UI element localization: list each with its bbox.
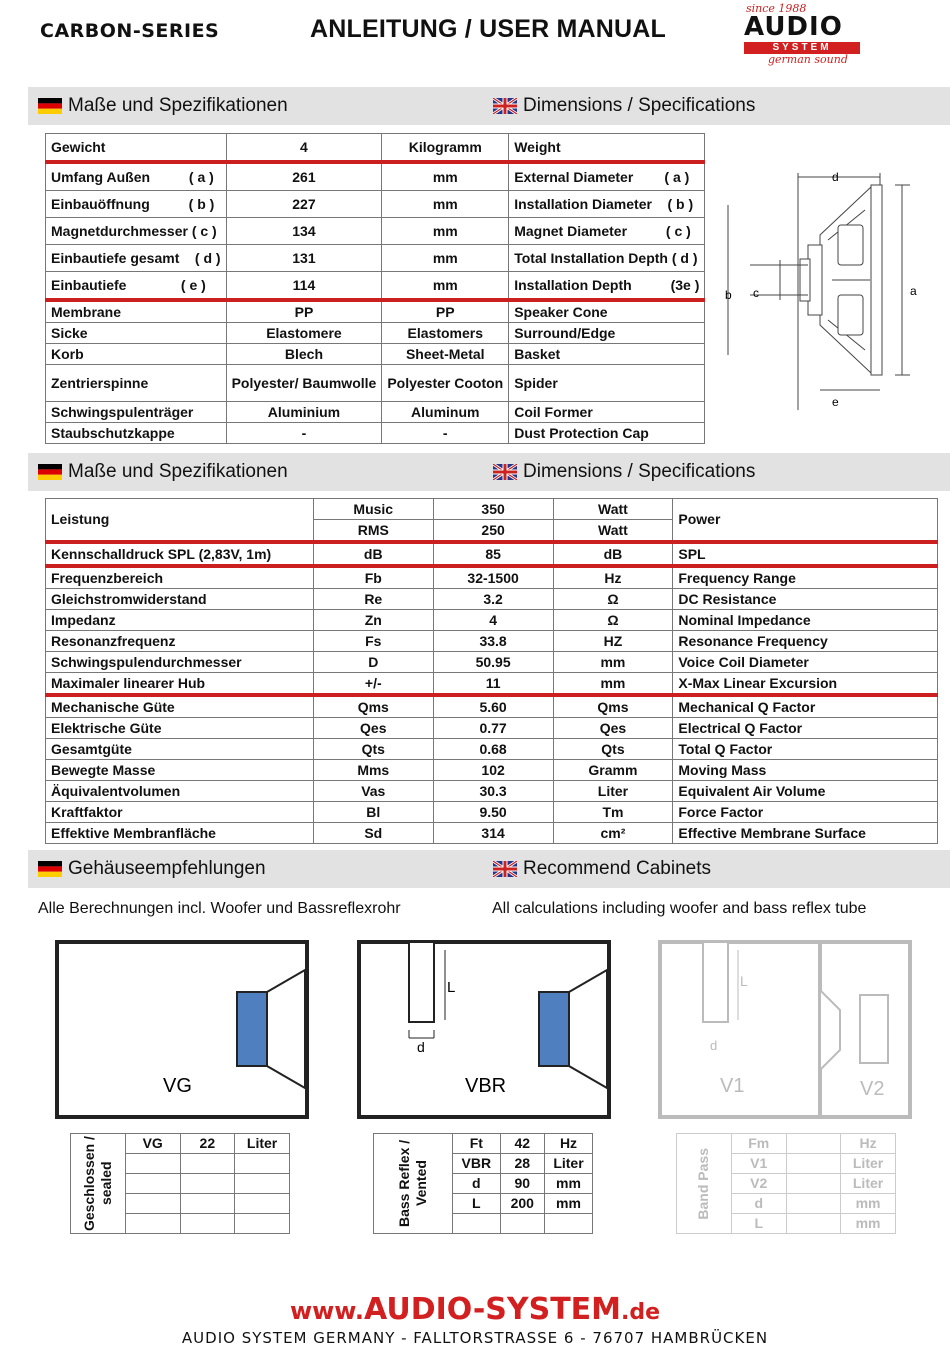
param-value: 0.68: [433, 739, 553, 760]
brand-logo: [738, 2, 868, 72]
table-row: [46, 739, 938, 760]
cab-value: [180, 1174, 235, 1194]
speaker-dimension-diagram: [720, 165, 925, 415]
cab-label-d: d: [417, 1039, 425, 1055]
cab-param: Ft: [453, 1134, 501, 1154]
table-row: [46, 344, 705, 365]
logo-since: since 1988: [746, 2, 807, 15]
cab-unit: Liter: [235, 1134, 290, 1154]
cab-label-v1: V1: [720, 1075, 745, 1097]
table-row: [46, 402, 705, 423]
table-row: [46, 162, 705, 191]
section-title-de: Maße und Spezifikationen: [68, 461, 288, 482]
row-label-de: Einbauöffnung ( b ): [46, 191, 227, 218]
row-label-de: Membrane: [46, 300, 227, 323]
dim-label-c: c: [753, 286, 759, 300]
param-value: 5.60: [433, 695, 553, 718]
table-row: [46, 760, 938, 781]
table-row: [46, 245, 705, 272]
param-label-en: Equivalent Air Volume: [673, 781, 938, 802]
param-symbol: +/-: [313, 673, 433, 696]
dim-label-d: d: [832, 170, 839, 184]
cab-param: [125, 1154, 180, 1174]
param-value: 4: [433, 610, 553, 631]
sealed-table: [70, 1133, 290, 1234]
row-label-en: Basket: [509, 344, 705, 365]
bandpass-cabinet-drawing: [658, 940, 913, 1120]
param-symbol: Fs: [313, 631, 433, 652]
power-rms-unit: Watt: [553, 520, 673, 543]
vented-table: [373, 1133, 593, 1234]
cab-param: [125, 1194, 180, 1214]
power-label: Leistung: [46, 499, 314, 543]
table-row: [46, 631, 938, 652]
row-value: 4: [226, 134, 382, 163]
param-value: 11: [433, 673, 553, 696]
row-label-en: Total Installation Depth ( d ): [509, 245, 705, 272]
sealed-cabinet-drawing: [55, 940, 310, 1120]
param-label-en: Resonance Frequency: [673, 631, 938, 652]
footer-url[interactable]: [0, 1292, 950, 1327]
cab-value: [786, 1194, 841, 1214]
cab-value: [786, 1154, 841, 1174]
param-value: 85: [433, 542, 553, 566]
row-unit: -: [382, 423, 509, 444]
param-unit: Gramm: [553, 760, 673, 781]
note-de: Alle Berechnungen incl. Woofer und Bassreflexrohr: [38, 900, 401, 917]
param-label-de: Äquivalentvolumen: [46, 781, 314, 802]
row-value: Polyester/ Baumwolle: [226, 365, 382, 402]
footer-url-main: AUDIO-SYSTEM: [364, 1292, 622, 1327]
param-label-en: X-Max Linear Excursion: [673, 673, 938, 696]
param-symbol: dB: [313, 542, 433, 566]
cab-param: [125, 1214, 180, 1234]
cab-unit: Liter: [841, 1174, 896, 1194]
row-label-de: Einbautiefe gesamt ( d ): [46, 245, 227, 272]
cab-unit: [235, 1194, 290, 1214]
section-title-en: Recommend Cabinets: [523, 858, 711, 879]
param-unit: Tm: [553, 802, 673, 823]
row-value: Blech: [226, 344, 382, 365]
param-symbol: Mms: [313, 760, 433, 781]
cabinet-type-label: [71, 1134, 126, 1234]
cab-param: d: [731, 1194, 786, 1214]
cab-unit: Liter: [545, 1154, 593, 1174]
row-value: 134: [226, 218, 382, 245]
power-rms-label: RMS: [313, 520, 433, 543]
cab-value: 42: [500, 1134, 544, 1154]
row-unit: Kilogramm: [382, 134, 509, 163]
param-label-en: Electrical Q Factor: [673, 718, 938, 739]
param-unit: Ω: [553, 610, 673, 631]
cab-param: L: [731, 1214, 786, 1234]
param-value: 32-1500: [433, 566, 553, 589]
cab-value: [786, 1214, 841, 1234]
cab-unit: Liter: [841, 1154, 896, 1174]
logo-system: SYSTEM: [744, 42, 860, 54]
param-unit: HZ: [553, 631, 673, 652]
cab-value: 28: [500, 1154, 544, 1174]
table-row: [46, 191, 705, 218]
footer-address: AUDIO SYSTEM GERMANY - FALLTORSTRASSE 6 - 76707 HAMBRÜCKEN: [181, 1329, 769, 1347]
cabinet-type-label: [374, 1134, 453, 1234]
power-music-unit: Watt: [553, 499, 673, 520]
cab-param: Fm: [731, 1134, 786, 1154]
param-label-en: Mechanical Q Factor: [673, 695, 938, 718]
table-row: [46, 134, 705, 163]
table-row: [46, 802, 938, 823]
logo-main: AUDIO: [744, 12, 843, 42]
cab-label-v2: V2: [860, 1078, 885, 1100]
param-label-de: Kraftfaktor: [46, 802, 314, 823]
section-bar-specs: [28, 87, 950, 125]
row-label-de: Zentrierspinne: [46, 365, 227, 402]
param-symbol: Bl: [313, 802, 433, 823]
section-title-en: Dimensions / Specifications: [523, 95, 756, 116]
param-unit: Qes: [553, 718, 673, 739]
spec-table-dimensions: [45, 133, 705, 444]
power-music-value: 350: [433, 499, 553, 520]
param-value: 3.2: [433, 589, 553, 610]
param-label-de: Schwingspulendurchmesser: [46, 652, 314, 673]
param-value: 314: [433, 823, 553, 844]
row-unit: PP: [382, 300, 509, 323]
dim-label-b: b: [725, 288, 732, 302]
vented-cabinet-drawing: [357, 940, 612, 1120]
cab-value: [786, 1174, 841, 1194]
param-label-de: Resonanzfrequenz: [46, 631, 314, 652]
param-symbol: Qms: [313, 695, 433, 718]
param-symbol: Fb: [313, 566, 433, 589]
bp-label-d: d: [710, 1038, 718, 1053]
row-label-de: Umfang Außen ( a ): [46, 162, 227, 191]
cab-value: 200: [500, 1194, 544, 1214]
cab-unit: Hz: [841, 1134, 896, 1154]
row-label-de: Magnetdurchmesser ( c ): [46, 218, 227, 245]
cab-value: [180, 1194, 235, 1214]
param-label-de: Elektrische Güte: [46, 718, 314, 739]
param-symbol: Qes: [313, 718, 433, 739]
param-label-de: Frequenzbereich: [46, 566, 314, 589]
param-symbol: Vas: [313, 781, 433, 802]
param-label-en: SPL: [673, 542, 938, 566]
param-label-en: DC Resistance: [673, 589, 938, 610]
cab-label-vg: VG: [163, 1075, 192, 1097]
footer-url-prefix: www.: [289, 1297, 365, 1325]
param-value: 0.77: [433, 718, 553, 739]
param-label-en: Nominal Impedance: [673, 610, 938, 631]
param-unit: Ω: [553, 589, 673, 610]
table-row: [46, 272, 705, 301]
cabinet-type-text: Geschlossen / sealed: [80, 1136, 114, 1231]
table-row: [374, 1134, 593, 1154]
uk-flag-icon: [493, 98, 517, 114]
param-label-de: Bewegte Masse: [46, 760, 314, 781]
row-label-en: Installation Diameter ( b ): [509, 191, 705, 218]
row-label-en: Magnet Diameter ( c ): [509, 218, 705, 245]
param-label-de: Maximaler linearer Hub: [46, 673, 314, 696]
row-value: 131: [226, 245, 382, 272]
param-unit: Hz: [553, 566, 673, 589]
power-music-label: Music: [313, 499, 433, 520]
row-value: -: [226, 423, 382, 444]
german-flag-icon: [38, 98, 62, 114]
row-unit: Elastomers: [382, 323, 509, 344]
row-label-de: Sicke: [46, 323, 227, 344]
row-unit: mm: [382, 272, 509, 301]
row-label-de: Schwingspulenträger: [46, 402, 227, 423]
param-unit: Qts: [553, 739, 673, 760]
row-value: 114: [226, 272, 382, 301]
param-unit: cm²: [553, 823, 673, 844]
param-value: 33.8: [433, 631, 553, 652]
logo-tagline: german sound: [768, 53, 848, 66]
table-row: [46, 610, 938, 631]
german-flag-icon: [38, 861, 62, 877]
table-row: [46, 589, 938, 610]
section-bar-parameters: [28, 453, 950, 491]
row-label-de: Gewicht: [46, 134, 227, 163]
cab-value: [180, 1154, 235, 1174]
cab-unit: mm: [545, 1174, 593, 1194]
row-value: Elastomere: [226, 323, 382, 344]
bp-label-L: L: [740, 973, 748, 989]
cab-unit: [235, 1174, 290, 1194]
param-unit: Qms: [553, 695, 673, 718]
cab-unit: [235, 1214, 290, 1234]
dim-label-e: e: [832, 395, 839, 409]
row-label-en: Dust Protection Cap: [509, 423, 705, 444]
row-value: 261: [226, 162, 382, 191]
param-symbol: Zn: [313, 610, 433, 631]
cab-unit: Hz: [545, 1134, 593, 1154]
param-label-en: Force Factor: [673, 802, 938, 823]
cab-unit: [235, 1154, 290, 1174]
table-row: [46, 542, 938, 566]
param-value: 102: [433, 760, 553, 781]
row-unit: mm: [382, 218, 509, 245]
table-row: [46, 323, 705, 344]
note-en: All calculations including woofer and bass reflex tube: [492, 900, 867, 917]
cab-param: [453, 1214, 501, 1234]
series-title: CARBON-SERIES: [40, 20, 220, 42]
row-label-en: External Diameter ( a ): [509, 162, 705, 191]
row-unit: mm: [382, 191, 509, 218]
cabinet-type-text: Band Pass: [695, 1147, 712, 1220]
table-row: [46, 652, 938, 673]
param-label-en: Total Q Factor: [673, 739, 938, 760]
row-unit: mm: [382, 162, 509, 191]
footer-url-suffix: .de: [621, 1300, 661, 1325]
section-title-de: Gehäuseempfehlungen: [68, 858, 266, 879]
cab-param: d: [453, 1174, 501, 1194]
row-unit: mm: [382, 245, 509, 272]
param-value: 50.95: [433, 652, 553, 673]
table-row: [46, 673, 938, 696]
row-value: PP: [226, 300, 382, 323]
cab-value: 22: [180, 1134, 235, 1154]
table-row: [46, 566, 938, 589]
row-unit: Sheet-Metal: [382, 344, 509, 365]
section-title-de: Maße und Spezifikationen: [68, 95, 288, 116]
table-row: [46, 695, 938, 718]
table-row: [46, 423, 705, 444]
param-label-en: Frequency Range: [673, 566, 938, 589]
param-label-de: Kennschalldruck SPL (2,83V, 1m): [46, 542, 314, 566]
cab-unit: mm: [841, 1194, 896, 1214]
cab-value: [786, 1134, 841, 1154]
table-row: [46, 781, 938, 802]
cab-param: [125, 1174, 180, 1194]
row-value: Aluminium: [226, 402, 382, 423]
param-value: 9.50: [433, 802, 553, 823]
cab-param: V1: [731, 1154, 786, 1174]
param-label-de: Impedanz: [46, 610, 314, 631]
param-label-de: Effektive Membranfläche: [46, 823, 314, 844]
table-row: [71, 1134, 290, 1154]
table-row: [46, 218, 705, 245]
param-symbol: Sd: [313, 823, 433, 844]
param-unit: mm: [553, 673, 673, 696]
section-bar-cabinets: [28, 850, 950, 888]
cab-unit: mm: [545, 1194, 593, 1214]
bandpass-table: [676, 1133, 896, 1234]
row-label-en: Speaker Cone: [509, 300, 705, 323]
cab-value: 90: [500, 1174, 544, 1194]
german-flag-icon: [38, 464, 62, 480]
param-label-en: Effective Membrane Surface: [673, 823, 938, 844]
cab-value: [180, 1214, 235, 1234]
param-unit: dB: [553, 542, 673, 566]
row-label-de: Einbautiefe ( e ): [46, 272, 227, 301]
cabinet-type-label: [677, 1134, 732, 1234]
power-label-en: Power: [673, 499, 938, 543]
row-label-en: Coil Former: [509, 402, 705, 423]
uk-flag-icon: [493, 861, 517, 877]
table-row: [46, 823, 938, 844]
row-unit: Aluminum: [382, 402, 509, 423]
param-unit: Liter: [553, 781, 673, 802]
param-label-de: Gesamtgüte: [46, 739, 314, 760]
spec-table-parameters: [45, 498, 938, 844]
uk-flag-icon: [493, 464, 517, 480]
section-title-en: Dimensions / Specifications: [523, 461, 756, 482]
row-label-en: Surround/Edge: [509, 323, 705, 344]
row-label-de: Staubschutzkappe: [46, 423, 227, 444]
row-label-en: Spider: [509, 365, 705, 402]
param-label-en: Voice Coil Diameter: [673, 652, 938, 673]
cabinet-type-text: Bass Reflex / Vented: [396, 1139, 429, 1228]
cab-label-vbr: VBR: [465, 1075, 507, 1097]
cab-param: V2: [731, 1174, 786, 1194]
row-label-en: Weight: [509, 134, 705, 163]
power-rms-value: 250: [433, 520, 553, 543]
row-label-en: Installation Depth (3e ): [509, 272, 705, 301]
param-label-de: Gleichstromwiderstand: [46, 589, 314, 610]
table-row: [46, 300, 705, 323]
dim-label-a: a: [910, 284, 917, 298]
param-symbol: D: [313, 652, 433, 673]
cab-unit: mm: [841, 1214, 896, 1234]
table-row: [46, 365, 705, 402]
param-label-de: Mechanische Güte: [46, 695, 314, 718]
cab-label-L: L: [447, 979, 456, 996]
cab-value: [500, 1214, 544, 1234]
param-symbol: Qts: [313, 739, 433, 760]
row-label-de: Korb: [46, 344, 227, 365]
cab-param: L: [453, 1194, 501, 1214]
param-label-en: Moving Mass: [673, 760, 938, 781]
table-row: [46, 718, 938, 739]
row-value: 227: [226, 191, 382, 218]
page-title: ANLEITUNG / USER MANUAL: [310, 15, 666, 43]
cab-unit: [545, 1214, 593, 1234]
cab-param: VG: [125, 1134, 180, 1154]
cab-param: VBR: [453, 1154, 501, 1174]
param-symbol: Re: [313, 589, 433, 610]
table-row: [677, 1134, 896, 1154]
param-unit: mm: [553, 652, 673, 673]
row-unit: Polyester Cooton: [382, 365, 509, 402]
param-value: 30.3: [433, 781, 553, 802]
